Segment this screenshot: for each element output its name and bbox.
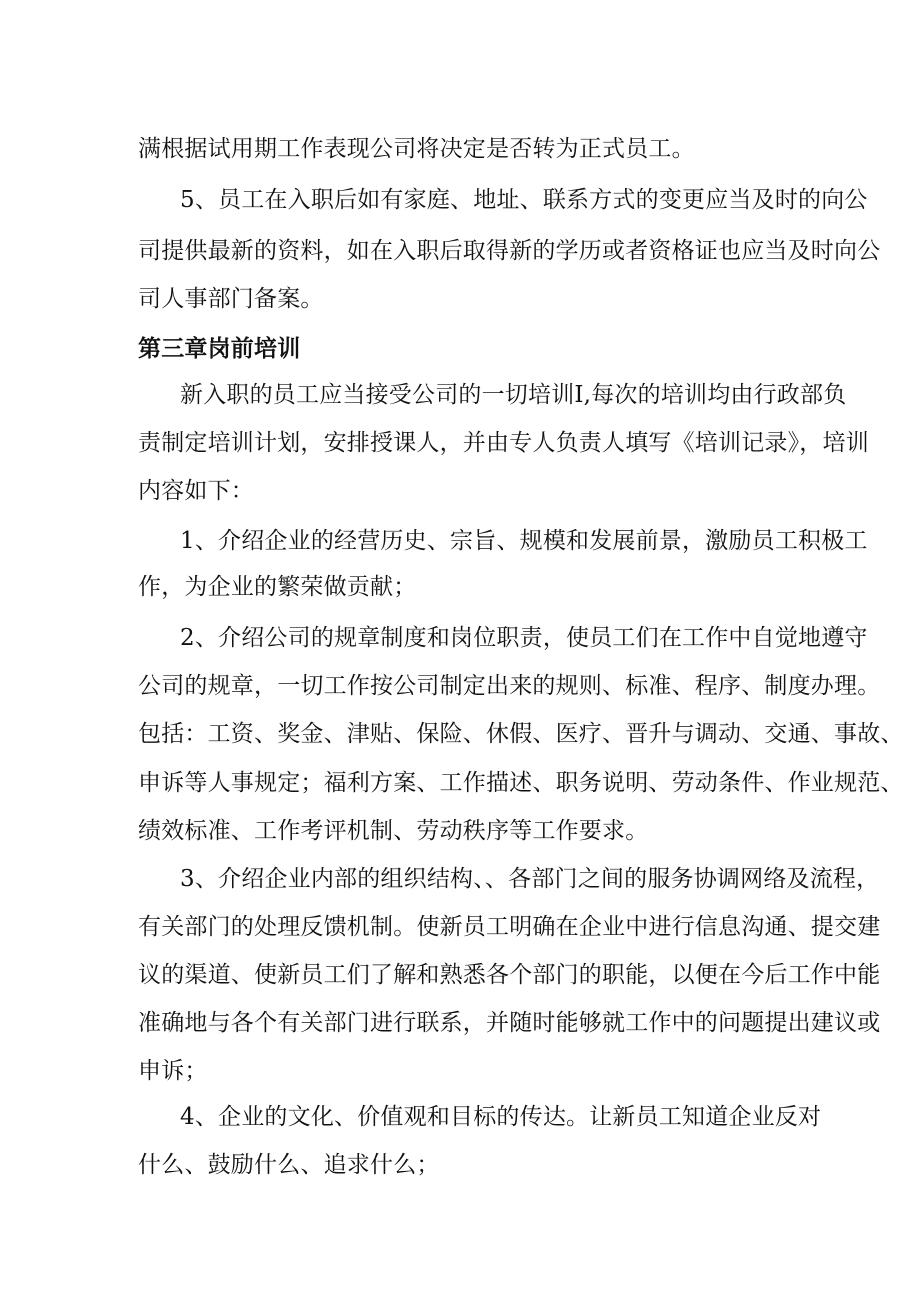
chapter-heading: 第三章岗前培训 [138,335,301,362]
paragraph-line: 责制定培训计划，安排授课人，并由专人负责人填写《培训记录》，培训 [138,430,869,456]
paragraph-line: 司人事部门备案。 [138,286,324,312]
paragraph-line: 新入职的员工应当接受公司的一切培训I,每次的培训均由行政部负 [180,382,847,408]
paragraph-line: 3、介绍企业内部的组织结构、、各部门之间的服务协调网络及流程， [180,866,880,892]
paragraph-line: 满根据试用期工作表现公司将决定是否转为正式员工。 [138,136,695,162]
paragraph-line: 有关部门的处理反馈机制。使新员工明确在企业中进行信息沟通、提交建 [138,914,881,940]
paragraph-line: 司提供最新的资料，如在入职后取得新的学历或者资格证也应当及时向公 [138,238,881,264]
paragraph-line: 4、企业的文化、价值观和目标的传达。让新员工知道企业反对 [180,1104,822,1130]
paragraph-line: 什么、鼓励什么、追求什么； [138,1152,440,1178]
paragraph-line: 准确地与各个有关部门进行联系，并随时能够就工作中的问题提出建议或 [138,1010,881,1036]
paragraph-line: 5、员工在入职后如有家庭、地址、联系方式的变更应当及时的向公 [180,187,868,213]
paragraph-line: 作，为企业的繁荣做贡献； [138,574,417,600]
paragraph-line: 2、介绍公司的规章制度和岗位职责，使员工们在工作中自觉地遵守 [180,625,868,651]
paragraph-line: 包括：工资、奖金、津贴、保险、休假、医疗、晋升与调动、交通、事故、 [138,721,904,747]
paragraph-line: 申诉等人事规定；福利方案、工作描述、职务说明、劳动条件、作业规范、 [138,770,904,796]
paragraph-line: 公司的规章，一切工作按公司制定出来的规则、标准、程序、制度办理。 [138,673,881,699]
paragraph-line: 议的渠道、使新员工们了解和熟悉各个部门的职能，以便在今后工作中能 [138,962,881,988]
paragraph-line: 1、介绍企业的经营历史、宗旨、规模和发展前景，激励员工积极工 [180,528,868,554]
paragraph-line: 内容如下： [138,478,254,504]
paragraph-line: 申诉； [138,1058,208,1084]
paragraph-line: 绩效标准、工作考评机制、劳动秩序等工作要求。 [138,818,649,844]
